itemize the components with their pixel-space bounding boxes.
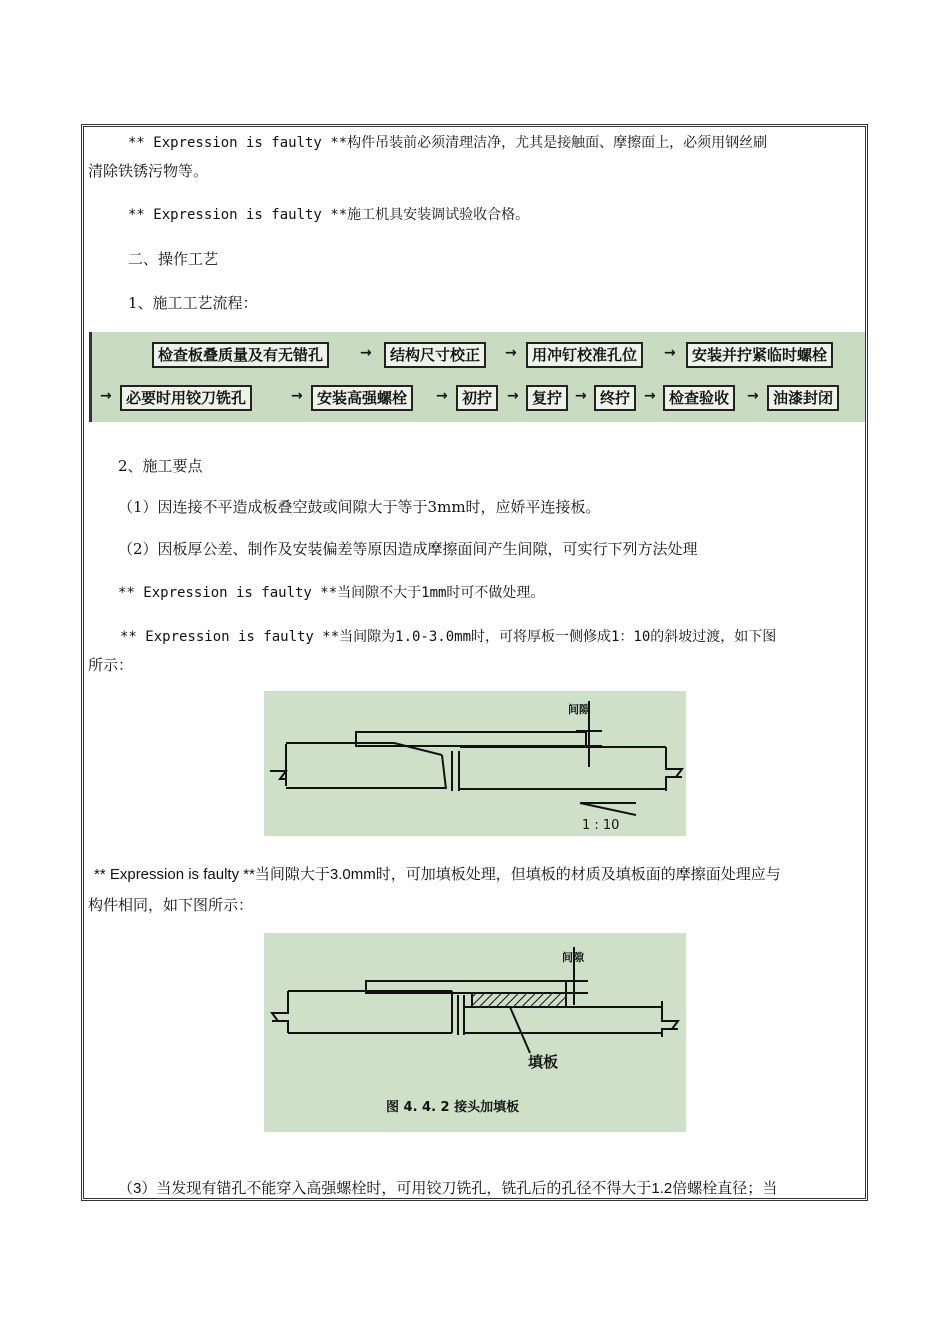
flow-step: 安装高强螺栓 [311, 385, 413, 411]
filler-plate-label: 填板 [528, 1053, 559, 1071]
process-flowchart [89, 332, 868, 422]
point-2-case-b-line2: 所示： [88, 656, 134, 674]
heading-operation-process: 二、操作工艺 [128, 250, 219, 268]
flow-step: 终拧 [594, 385, 636, 411]
heading-key-points: 2、施工要点 [118, 457, 203, 475]
slope-label: 1 : 10 [582, 818, 620, 833]
flow-arrow: → [575, 388, 587, 404]
figure-filler-plate [264, 933, 686, 1132]
flow-arrow: → [436, 388, 448, 404]
flow-step: 检查验收 [663, 385, 735, 411]
flow-arrow: → [505, 345, 517, 361]
point-2-case-b-line1: ** Expression is faulty **当间隙为1.0-3.0mm时，可将厚板一侧修成1：10的斜坡过渡，如下图 [120, 629, 777, 645]
flow-step: 初拧 [456, 385, 498, 411]
flow-step: 油漆封闭 [767, 385, 839, 411]
filler-plate-drawing [264, 933, 686, 1132]
flow-step: 结构尺寸校正 [384, 342, 486, 368]
flow-arrow: → [747, 388, 759, 404]
heading-process-flow: 1、施工工艺流程： [128, 294, 258, 312]
flow-arrow: → [291, 388, 303, 404]
point-3: （3）当发现有错孔不能穿入高强螺栓时，可用铰刀铣孔，铣孔后的孔径不得大于1.2倍螺栓直径；当 [118, 1180, 778, 1197]
document-frame [81, 124, 868, 1201]
flow-arrow: → [664, 345, 676, 361]
flow-arrow: → [644, 388, 656, 404]
flow-arrow: → [100, 388, 112, 404]
gap-label: 间隙 [562, 951, 584, 964]
flow-step: 复拧 [526, 385, 568, 411]
figure-slope-transition [264, 691, 686, 836]
point-2: （2）因板厚公差、制作及安装偏差等原因造成摩擦面间产生间隙，可实行下列方法处理 [118, 540, 698, 558]
flow-step: 检查板叠质量及有无错孔 [152, 342, 329, 368]
paragraph-equipment: ** Expression is faulty **施工机具安装调试验收合格。 [128, 207, 530, 223]
figure-caption: 图 4. 4. 2 接头加填板 [386, 1100, 520, 1115]
flow-step: 必要时用铰刀铣孔 [120, 385, 252, 411]
point-2-case-c-line1: ** Expression is faulty **当间隙大于3.0mm时，可加填板处理，但填板的材质及填板面的摩擦面处理应与 [94, 866, 781, 883]
paragraph-cleaning-line1: ** Expression is faulty **构件吊装前必须清理洁净，尤其是接触面、摩擦面上，必须用钢丝刷 [128, 135, 768, 151]
point-1: （1）因连接不平造成板叠空鼓或间隙大于等于3mm时，应娇平连接板。 [118, 498, 601, 516]
flow-arrow: → [360, 345, 372, 361]
flow-step: 安装并拧紧临时螺栓 [686, 342, 833, 368]
flow-arrow: → [507, 388, 519, 404]
slope-transition-drawing [264, 691, 686, 836]
gap-label: 间隙 [568, 703, 590, 716]
flow-step: 用冲钉校准孔位 [526, 342, 643, 368]
point-2-case-c-line2: 构件相同，如下图所示： [88, 896, 254, 914]
point-2-case-a: ** Expression is faulty **当间隙不大于1mm时可不做处理。 [118, 585, 545, 601]
paragraph-cleaning-line2: 清除铁锈污物等。 [88, 162, 209, 180]
